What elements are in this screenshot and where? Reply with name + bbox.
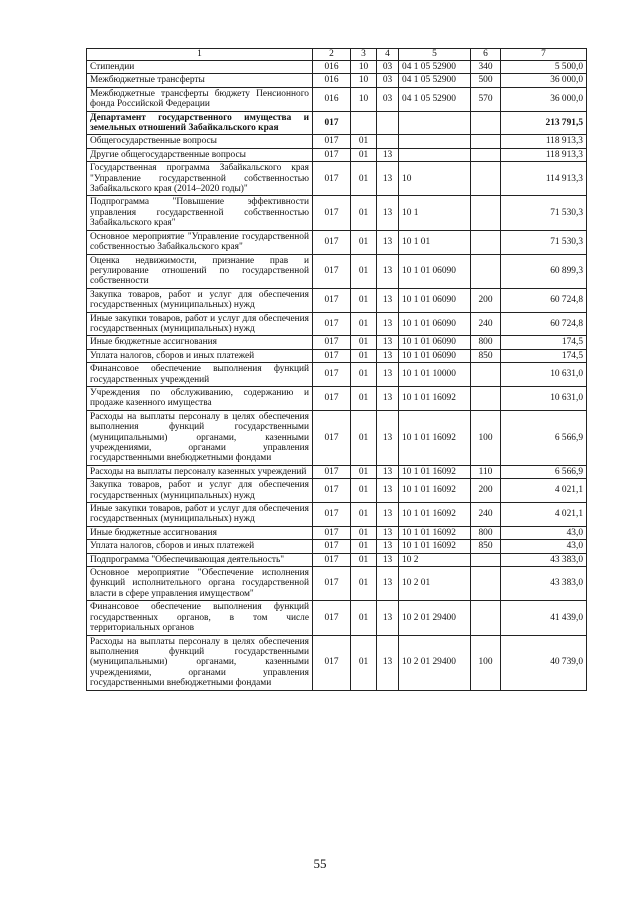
target-article-cell: 10 1 01 16092 — [399, 386, 471, 410]
amount-cell: 43,0 — [501, 540, 587, 553]
amount-cell: 60 724,8 — [501, 312, 587, 336]
table-row — [87, 135, 587, 148]
expense-type-cell — [471, 162, 501, 196]
section-code-cell: 01 — [351, 288, 377, 312]
admin-code-cell: 017 — [313, 386, 351, 410]
expense-type-cell: 200 — [471, 288, 501, 312]
admin-code-cell: 017 — [313, 601, 351, 635]
expense-type-cell — [471, 135, 501, 148]
row-name-cell: Иные закупки товаров, работ и услуг для обеспечения государственных (муниципальных) нужд — [87, 503, 313, 527]
expense-type-cell: 340 — [471, 61, 501, 74]
admin-code-cell: 016 — [313, 61, 351, 74]
table-row — [87, 363, 587, 387]
expense-type-cell — [471, 363, 501, 387]
column-header: 6 — [471, 49, 501, 61]
table-row — [87, 111, 587, 135]
subsection-code-cell: 13 — [377, 635, 399, 690]
target-article-cell: 10 1 01 16092 — [399, 540, 471, 553]
table-row — [87, 349, 587, 362]
section-code-cell: 01 — [351, 503, 377, 527]
amount-cell: 43,0 — [501, 526, 587, 539]
table-row — [87, 87, 587, 111]
subsection-code-cell: 13 — [377, 288, 399, 312]
subsection-code-cell: 13 — [377, 386, 399, 410]
table-row — [87, 479, 587, 503]
admin-code-cell: 017 — [313, 503, 351, 527]
target-article-cell: 10 1 01 06090 — [399, 288, 471, 312]
expense-type-cell — [471, 148, 501, 161]
row-name-cell: Расходы на выплаты персоналу в целях обеспечения выполнения функций государственными (муниципальными) органами, казенными учреждениями, органами управления государственными внебюджетными фондами — [87, 410, 313, 465]
admin-code-cell: 017 — [313, 349, 351, 362]
subsection-code-cell: 13 — [377, 148, 399, 161]
target-article-cell: 10 1 01 16092 — [399, 526, 471, 539]
expense-type-cell — [471, 254, 501, 288]
section-code-cell: 01 — [351, 635, 377, 690]
section-code-cell: 01 — [351, 312, 377, 336]
table-row — [87, 288, 587, 312]
target-article-cell: 10 1 01 16092 — [399, 465, 471, 478]
section-code-cell: 01 — [351, 410, 377, 465]
admin-code-cell: 017 — [313, 230, 351, 254]
section-code-cell: 01 — [351, 479, 377, 503]
amount-cell: 213 791,5 — [501, 111, 587, 135]
amount-cell: 6 566,9 — [501, 465, 587, 478]
subsection-code-cell: 13 — [377, 567, 399, 601]
column-header: 2 — [313, 49, 351, 61]
subsection-code-cell: 13 — [377, 230, 399, 254]
subsection-code-cell: 13 — [377, 410, 399, 465]
subsection-code-cell: 13 — [377, 162, 399, 196]
admin-code-cell: 017 — [313, 288, 351, 312]
section-code-cell: 01 — [351, 601, 377, 635]
expense-type-cell — [471, 601, 501, 635]
table-row — [87, 635, 587, 690]
subsection-code-cell: 13 — [377, 540, 399, 553]
target-article-cell — [399, 148, 471, 161]
row-name-cell: Закупка товаров, работ и услуг для обеспечения государственных (муниципальных) нужд — [87, 288, 313, 312]
amount-cell: 40 739,0 — [501, 635, 587, 690]
target-article-cell: 10 1 01 — [399, 230, 471, 254]
target-article-cell: 10 2 01 29400 — [399, 635, 471, 690]
amount-cell: 118 913,3 — [501, 148, 587, 161]
amount-cell: 60 724,8 — [501, 288, 587, 312]
admin-code-cell: 017 — [313, 635, 351, 690]
target-article-cell: 10 1 01 10000 — [399, 363, 471, 387]
section-code-cell: 01 — [351, 526, 377, 539]
amount-cell: 5 500,0 — [501, 61, 587, 74]
target-article-cell: 10 — [399, 162, 471, 196]
row-name-cell: Межбюджетные трансферты — [87, 74, 313, 87]
column-header: 3 — [351, 49, 377, 61]
target-article-cell: 10 1 01 06090 — [399, 254, 471, 288]
admin-code-cell: 017 — [313, 540, 351, 553]
amount-cell: 118 913,3 — [501, 135, 587, 148]
amount-cell: 4 021,1 — [501, 479, 587, 503]
row-name-cell: Общегосударственные вопросы — [87, 135, 313, 148]
row-name-cell: Уплата налогов, сборов и иных платежей — [87, 540, 313, 553]
target-article-cell: 10 1 01 16092 — [399, 503, 471, 527]
table-row — [87, 162, 587, 196]
expense-type-cell: 110 — [471, 465, 501, 478]
amount-cell: 36 000,0 — [501, 74, 587, 87]
page-number: 55 — [313, 856, 327, 871]
column-header: 1 — [87, 49, 313, 61]
table-row — [87, 601, 587, 635]
expense-type-cell — [471, 567, 501, 601]
row-name-cell: Иные закупки товаров, работ и услуг для обеспечения государственных (муниципальных) нужд — [87, 312, 313, 336]
table-row — [87, 61, 587, 74]
table-row — [87, 74, 587, 87]
amount-cell: 41 439,0 — [501, 601, 587, 635]
expense-type-cell — [471, 553, 501, 566]
table-row — [87, 503, 587, 527]
expense-type-cell: 850 — [471, 540, 501, 553]
expense-type-cell: 240 — [471, 312, 501, 336]
section-code-cell: 01 — [351, 465, 377, 478]
section-code-cell: 01 — [351, 386, 377, 410]
table-row — [87, 312, 587, 336]
table-row — [87, 148, 587, 161]
subsection-code-cell: 13 — [377, 465, 399, 478]
section-code-cell: 01 — [351, 148, 377, 161]
row-name-cell: Стипендии — [87, 61, 313, 74]
row-name-cell: Расходы на выплаты персоналу в целях обеспечения выполнения функций государственными (муниципальными) органами, казенными учреждениями, органами управления государственными внебюджетными фондами — [87, 635, 313, 690]
header-row — [87, 49, 587, 61]
expense-type-cell: 800 — [471, 526, 501, 539]
section-code-cell: 01 — [351, 553, 377, 566]
expense-type-cell — [471, 386, 501, 410]
row-name-cell: Иные бюджетные ассигнования — [87, 526, 313, 539]
expense-type-cell: 100 — [471, 635, 501, 690]
row-name-cell: Другие общегосударственные вопросы — [87, 148, 313, 161]
amount-cell: 174,5 — [501, 336, 587, 349]
expense-type-cell: 100 — [471, 410, 501, 465]
target-article-cell: 04 1 05 52900 — [399, 87, 471, 111]
target-article-cell: 10 1 — [399, 196, 471, 230]
table-row — [87, 230, 587, 254]
row-name-cell: Расходы на выплаты персоналу казенных учреждений — [87, 465, 313, 478]
subsection-code-cell: 13 — [377, 601, 399, 635]
amount-cell: 10 631,0 — [501, 386, 587, 410]
target-article-cell: 10 2 01 — [399, 567, 471, 601]
expense-type-cell: 850 — [471, 349, 501, 362]
subsection-code-cell: 13 — [377, 312, 399, 336]
expense-type-cell: 570 — [471, 87, 501, 111]
section-code-cell: 01 — [351, 196, 377, 230]
row-name-cell: Основное мероприятие "Управление государственной собственностью Забайкальского края" — [87, 230, 313, 254]
column-header: 5 — [399, 49, 471, 61]
row-name-cell: Иные бюджетные ассигнования — [87, 336, 313, 349]
row-name-cell: Закупка товаров, работ и услуг для обеспечения государственных (муниципальных) нужд — [87, 479, 313, 503]
section-code-cell — [351, 111, 377, 135]
section-code-cell: 01 — [351, 540, 377, 553]
section-code-cell: 10 — [351, 74, 377, 87]
admin-code-cell: 017 — [313, 336, 351, 349]
row-name-cell: Уплата налогов, сборов и иных платежей — [87, 349, 313, 362]
section-code-cell: 01 — [351, 349, 377, 362]
expense-type-cell: 800 — [471, 336, 501, 349]
admin-code-cell: 017 — [313, 254, 351, 288]
admin-code-cell: 017 — [313, 135, 351, 148]
admin-code-cell: 017 — [313, 553, 351, 566]
target-article-cell: 10 2 01 29400 — [399, 601, 471, 635]
table-row — [87, 567, 587, 601]
section-code-cell: 01 — [351, 336, 377, 349]
amount-cell: 43 383,0 — [501, 553, 587, 566]
column-header: 4 — [377, 49, 399, 61]
row-name-cell: Государственная программа Забайкальского края "Управление государственной собственностью Забайкальского края (2014–2020 годы)" — [87, 162, 313, 196]
target-article-cell — [399, 111, 471, 135]
admin-code-cell: 017 — [313, 363, 351, 387]
section-code-cell: 01 — [351, 567, 377, 601]
table-row — [87, 465, 587, 478]
table-row — [87, 196, 587, 230]
target-article-cell: 10 1 01 16092 — [399, 479, 471, 503]
section-code-cell: 10 — [351, 61, 377, 74]
admin-code-cell: 017 — [313, 526, 351, 539]
target-article-cell: 10 1 01 06090 — [399, 312, 471, 336]
expense-type-cell: 240 — [471, 503, 501, 527]
amount-cell: 6 566,9 — [501, 410, 587, 465]
section-code-cell: 01 — [351, 230, 377, 254]
table-row — [87, 336, 587, 349]
target-article-cell: 10 1 01 06090 — [399, 349, 471, 362]
expense-type-cell — [471, 196, 501, 230]
admin-code-cell: 017 — [313, 465, 351, 478]
row-name-cell: Основное мероприятие "Обеспечение исполнения функций исполнительного органа государственной власти в сфере управления имуществом" — [87, 567, 313, 601]
admin-code-cell: 016 — [313, 74, 351, 87]
subsection-code-cell: 13 — [377, 363, 399, 387]
subsection-code-cell: 13 — [377, 254, 399, 288]
subsection-code-cell: 13 — [377, 553, 399, 566]
target-article-cell — [399, 135, 471, 148]
subsection-code-cell — [377, 135, 399, 148]
table-row — [87, 254, 587, 288]
admin-code-cell: 017 — [313, 148, 351, 161]
amount-cell: 10 631,0 — [501, 363, 587, 387]
expense-type-cell: 200 — [471, 479, 501, 503]
row-name-cell: Межбюджетные трансферты бюджету Пенсионного фонда Российской Федерации — [87, 87, 313, 111]
subsection-code-cell: 13 — [377, 526, 399, 539]
subsection-code-cell: 13 — [377, 196, 399, 230]
table-row — [87, 553, 587, 566]
amount-cell: 174,5 — [501, 349, 587, 362]
subsection-code-cell — [377, 111, 399, 135]
section-code-cell: 01 — [351, 162, 377, 196]
section-code-cell: 10 — [351, 87, 377, 111]
subsection-code-cell: 13 — [377, 479, 399, 503]
row-name-cell: Финансовое обеспечение выполнения функций государственных учреждений — [87, 363, 313, 387]
target-article-cell: 04 1 05 52900 — [399, 74, 471, 87]
expense-type-cell — [471, 111, 501, 135]
row-name-cell: Учреждения по обслуживанию, содержанию и продаже казенного имущества — [87, 386, 313, 410]
section-code-cell: 01 — [351, 135, 377, 148]
subsection-code-cell: 13 — [377, 503, 399, 527]
table-row — [87, 526, 587, 539]
amount-cell: 4 021,1 — [501, 503, 587, 527]
admin-code-cell: 017 — [313, 312, 351, 336]
target-article-cell: 10 2 — [399, 553, 471, 566]
section-code-cell: 01 — [351, 254, 377, 288]
target-article-cell: 10 1 01 06090 — [399, 336, 471, 349]
table-row — [87, 386, 587, 410]
section-code-cell: 01 — [351, 363, 377, 387]
subsection-code-cell: 03 — [377, 74, 399, 87]
budget-table — [86, 48, 587, 691]
admin-code-cell: 017 — [313, 410, 351, 465]
admin-code-cell: 017 — [313, 479, 351, 503]
expense-type-cell: 500 — [471, 74, 501, 87]
amount-cell: 71 530,3 — [501, 196, 587, 230]
admin-code-cell: 017 — [313, 196, 351, 230]
amount-cell: 60 899,3 — [501, 254, 587, 288]
row-name-cell: Подпрограмма "Обеспечивающая деятельность" — [87, 553, 313, 566]
table-row — [87, 410, 587, 465]
column-header: 7 — [501, 49, 587, 61]
admin-code-cell: 017 — [313, 162, 351, 196]
subsection-code-cell: 13 — [377, 349, 399, 362]
table-row — [87, 540, 587, 553]
row-name-cell: Оценка недвижимости, признание прав и регулирование отношений по государственной собственности — [87, 254, 313, 288]
row-name-cell: Подпрограмма "Повышение эффективности управления государственной собственностью Забайкальского края" — [87, 196, 313, 230]
row-name-cell: Финансовое обеспечение выполнения функций государственных органов, в том числе территориальных органов — [87, 601, 313, 635]
row-name-cell: Департамент государственного имущества и земельных отношений Забайкальского края — [87, 111, 313, 135]
expense-type-cell — [471, 230, 501, 254]
subsection-code-cell: 03 — [377, 87, 399, 111]
subsection-code-cell: 13 — [377, 336, 399, 349]
target-article-cell: 10 1 01 16092 — [399, 410, 471, 465]
target-article-cell: 04 1 05 52900 — [399, 61, 471, 74]
amount-cell: 114 913,3 — [501, 162, 587, 196]
amount-cell: 36 000,0 — [501, 87, 587, 111]
admin-code-cell: 017 — [313, 111, 351, 135]
amount-cell: 43 383,0 — [501, 567, 587, 601]
admin-code-cell: 016 — [313, 87, 351, 111]
admin-code-cell: 017 — [313, 567, 351, 601]
subsection-code-cell: 03 — [377, 61, 399, 74]
amount-cell: 71 530,3 — [501, 230, 587, 254]
